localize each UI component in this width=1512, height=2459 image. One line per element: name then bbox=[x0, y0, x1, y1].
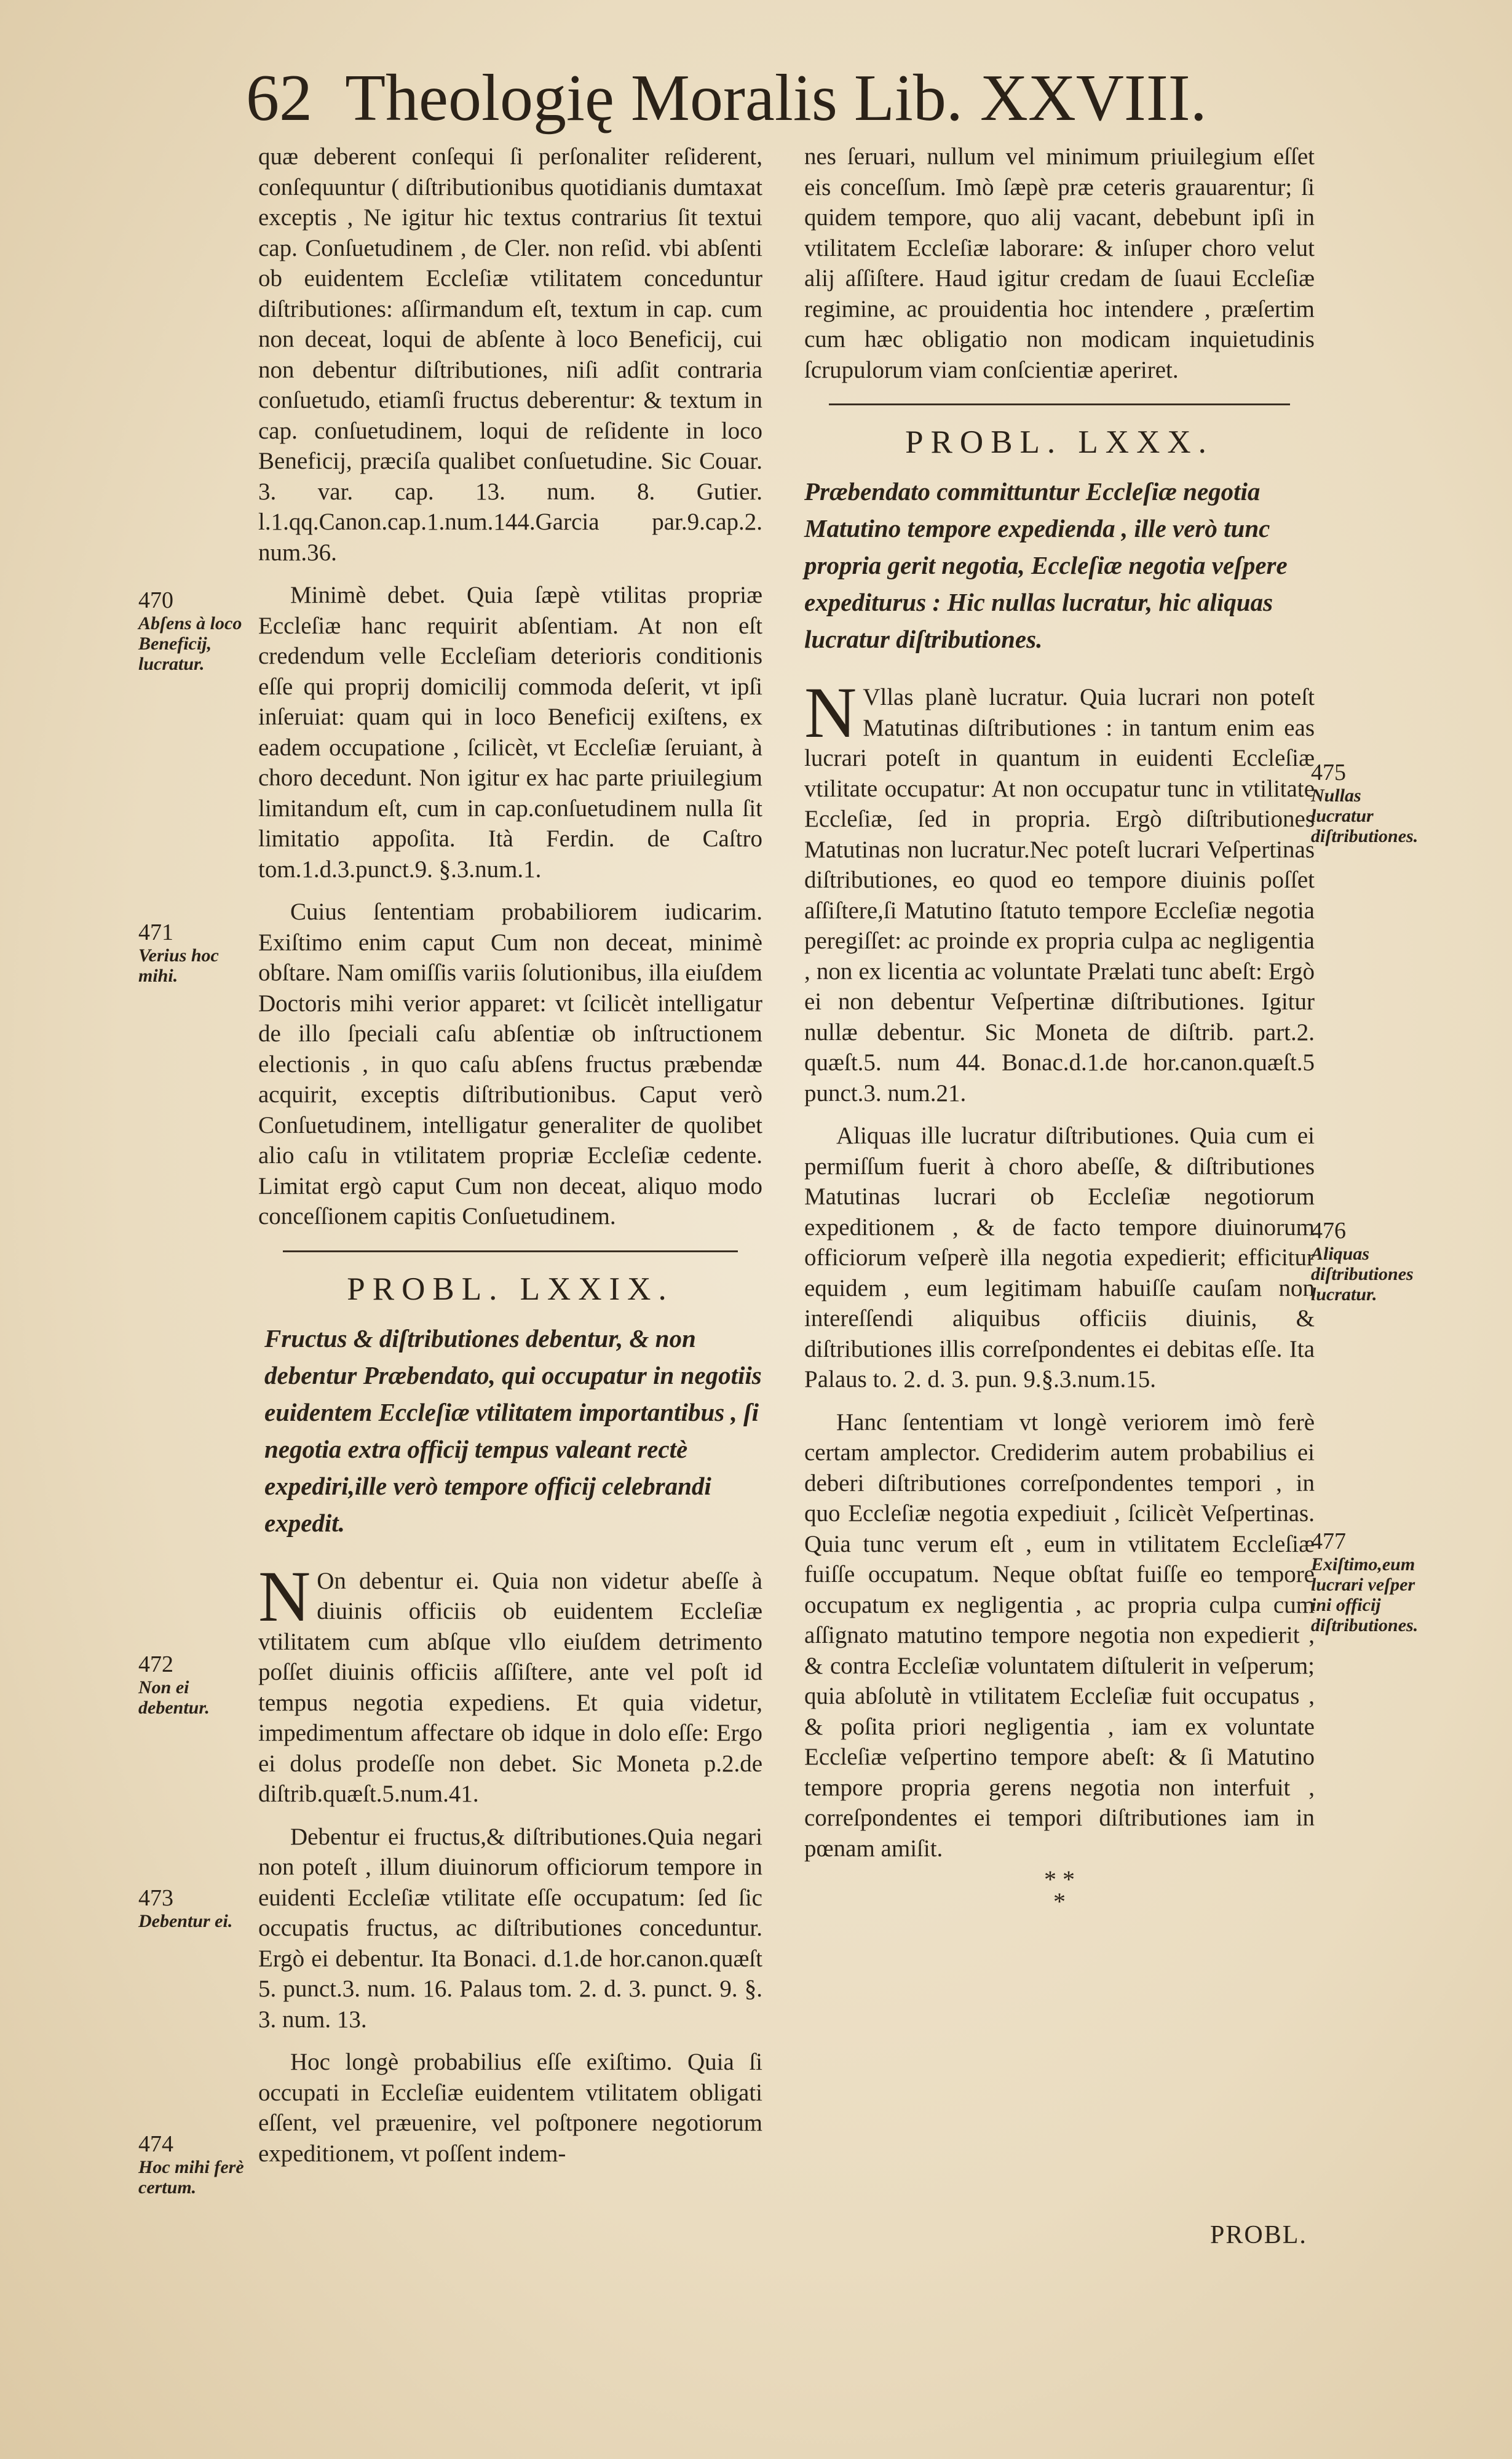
drop-cap: N bbox=[804, 672, 857, 753]
section-divider bbox=[829, 403, 1290, 405]
paragraph-470: Minimè debet. Quia ſæpè vtilitas propriæ Eccleſiæ hanc requirit abſentiam. At non eſt credendum velle Eccleſiam deterioris conditionis eſſe qui proprij domicilij commoda deſerit, vt ipſi inſeruiat: quam qui in loco Beneficij exiſtens, ex eadem occupatione , ſcilicèt, vt Eccleſiæ ſeruiant, à choro decedunt. Non igitur ex hac parte priuilegium limitandum eſt, cum in cap.conſuetudinem nulla ſit limitatio appoſita. Ità Ferdin. de Caſtro tom.1.d.3.punct.9. §.3.num.1. bbox=[258, 582, 762, 883]
margin-note-475: 475 Nullas lucratur diſtributiones. bbox=[1311, 760, 1419, 846]
problem-statement: Fructus & diſtributiones debentur, & non debentur Præbendato, qui occupatur in negotiis euidentem Eccleſiæ vtilitatem importantibus , ſi negotia extra officij tempus valeant rectè expediri,ille verò tempore officij celebrandi expedit. bbox=[264, 1324, 762, 1537]
problem-statement: Præbendato committuntur Eccleſiæ negotia Matutino tempore expedienda , ille verò tunc propria gerit negotia, Eccleſiæ negotia veſpere expediturus : Hic nullas lucratur, hic aliquas lucratur diſtributiones. bbox=[804, 477, 1288, 653]
catchword: PROBL. bbox=[1210, 2221, 1307, 2249]
drop-cap: N bbox=[258, 1555, 311, 1637]
problem-heading: PROBL. LXXX. bbox=[905, 424, 1214, 460]
paragraph-471: Cuius ſententiam probabiliorem iudicarim. Exiſtimo enim caput Cum non deceat, minimè obſtare. Nam omiſſis variis ſolutionibus, illa eiuſdem Doctoris mihi verior apparet: vt ſcilicèt intelligatur de illo ſpeciali caſu abſentiæ ob inſtructionem electionis , in quo caſu abſens fructus præbendæ acquirit, exceptis diſtributionibus. Caput verò Conſuetudinem, intelligatur generaliter de quolibet alio caſu in vtilitatem propriæ Eccleſiæ cedente. Limitat ergò caput Cum non deceat, aliquo modo conceſſionem capitis Conſuetudinem. bbox=[258, 899, 762, 1230]
page-number: 62 bbox=[246, 62, 312, 135]
section-divider bbox=[283, 1250, 738, 1252]
paragraph: nes ſeruari, nullum vel minimum priuilegium eſſet eis conceſſum. Imò ſæpè præ ceteris grauarentur; ſi quidem tempore, quo alij vacant, debebunt ipſi in vtilitatem Eccleſiæ laborare: & inſuper choro velut alij aſſiſtere. Haud igitur credam de ſuaui Eccleſiæ regimine, ac prouidentia hoc intendere , præſertim cum hæc obligatio non modicam inquietudinis ſcrupulorum viam conſcientiæ aperiret. bbox=[804, 143, 1315, 383]
paragraph-476: Aliquas ille lucratur diſtributiones. Quia cum ei permiſſum fuerit à choro abeſſe, & diſtributiones Matutinas lucrari ob Eccleſiæ negotiorum expeditionem , & de facto tempore diuinorum officiorum veſperè illa negotia expedierit; efficitur equidem , eum legitimam habuiſſe cauſam non intereſſendi aliquibus officiis diuinis, & diſtributiones illis correſpondentes ei debitas eſſe. Ita Palaus to. 2. d. 3. pun. 9.§.3.num.15. bbox=[804, 1122, 1315, 1392]
margin-note-474: 474 Hoc mihi ferè certum. bbox=[138, 2131, 244, 2198]
paragraph-473: Debentur ei fructus,& diſtributiones.Quia negari non poteſt , illum diuinorum officiorum tempore in euidenti Eccleſiæ vtilitate eſſe occupatum: ſed ſic occupatis fructus, ac diſtributiones conceduntur. Ergò ei debentur. Ita Bonaci. d.1.de hor.canon.quæſt 5. punct.3. num. 16. Palaus tom. 2. d. 3. punct. 9. §. 3. num. 13. bbox=[258, 1823, 762, 2033]
paragraph-477: Hanc ſententiam vt longè veriorem imò ferè certam amplector. Crediderim autem probabilius ei deberi diſtributiones correſpondentes tempori , in quo Eccleſiæ negotia expediuit , ſcilicèt Veſpertinas. Quia tunc verum eſt , eum in vtilitatem Eccleſiæ fuiſſe occupatum. Neque obſtat fuiſſe eo tempore occupatum ex negligentia , ac propria culpa cum aſſignato matutino tempore negotia non expedierit , & contra Eccleſiæ voluntatem diſtulerit in veſperum; quia abſolutè in vtilitatem Eccleſiæ fuit occupatus , & poſita priori negligentia , iam ex voluntate Eccleſiæ veſpertino tempore abeſt: & ſi Matutino tempore propria gerens negotia non interfuit , correſpondentes ei tempori diſtributiones iam in pœnam amiſit. bbox=[804, 1408, 1315, 1862]
margin-note-470: 470 Abſens à loco Beneficij, lucratur. bbox=[138, 587, 242, 674]
running-title: Theologię Moralis Lib. bbox=[345, 62, 963, 135]
left-column bbox=[258, 141, 762, 2169]
margin-note-477: 477 Exiſtimo,eum lucrari veſper ini officij diſtributiones. bbox=[1311, 1528, 1419, 1635]
right-column bbox=[804, 141, 1315, 1913]
problem-heading: PROBL. LXXIX. bbox=[347, 1271, 674, 1307]
ornament-asterisks: * * * bbox=[1044, 1865, 1075, 1915]
running-header bbox=[246, 55, 1242, 141]
margin-note-471: 471 Verius hoc mihi. bbox=[138, 920, 219, 986]
paragraph-475: N Vllas planè lucratur. Quia lucrari non poteſt Matutinas diſtributiones : in tantum enim eas lucrari poteſt in quantum in euidenti Eccleſiæ vtilitate occupatur: At non occupatur tunc in vtilitate Eccleſiæ, ſed in propria. Ergò diſtributiones Matutinas non lucratur.Nec poteſt lucrari Veſpertinas diſtributiones, eo quod eo tempore diuinis poſſet aſſiſtere,ſi Matutino ſtatuto tempore Eccleſiæ negotia peregiſſet: ac proinde ex propria culpa ac negligentia , non ex licentia ac voluntate Prælati tunc abeſt: Ergò ei non debentur Veſpertinæ diſtributiones. Igitur nullæ debentur. Sic Moneta de diſtrib. part.2. quæſt.5. num 44. Bonac.d.1.de hor.canon.quæſt.5 punct.3. num.21. bbox=[804, 672, 1315, 1106]
paragraph-474: Hoc longè probabilius eſſe exiſtimo. Quia ſi occupati in Eccleſiæ euidentem vtilitatem obligati eſſent, vel præuenire, vel poſtponere negotiorum expeditionem, vt poſſent indem- bbox=[258, 2049, 762, 2167]
paragraph-472: N On debentur ei. Quia non videtur abeſſe à diuinis officiis ob euidentem Eccleſiæ vtilitatem cum abſque vllo eiuſdem detrimento poſſet diuinis officiis aſſiſtere, ante vel poſt id tempus negotia expediens. Et quia videtur, impedimentum affectare ob idque in dolo eſſe: Ergo ei dolus prodeſſe non debet. Sic Moneta p.2.de diſtrib.quæſt.5.num.41. bbox=[258, 1555, 762, 1807]
margin-note-476: 476 Aliquas diſtributiones lucratur. bbox=[1311, 1218, 1414, 1305]
book-number: XXVIII. bbox=[980, 62, 1207, 135]
margin-note-473: 473 Debentur ei. bbox=[138, 1885, 233, 1931]
margin-note-472: 472 Non ei debentur. bbox=[138, 1651, 210, 1718]
paragraph: quæ deberent conſequi ſi perſonaliter reſiderent, conſequuntur ( diſtributionibus quotidianis dumtaxat exceptis , Ne igitur hic textus contrarius ſit textui cap. Conſuetudinem , de Cler. non reſid. vbi abſenti ob euidentem Eccleſiæ vtilitatem conceduntur diſtributiones: aſſirmandum eſt, textum in cap. cum non deceat, loqui de abſente à loco Beneficij, cui non debentur diſtributiones, niſi adſit contraria conſuetudo, etiamſi fructus deberentur: & textum in cap. conſuetudinem, loqui de reſidente in loco Beneficij, præciſa qualibet conſuetudine. Sic Couar. 3. var. cap. 13. num. 8. Gutier. l.1.qq.Canon.cap.1.num.144.Garcia par.9.cap.2. num.36. bbox=[258, 143, 762, 566]
